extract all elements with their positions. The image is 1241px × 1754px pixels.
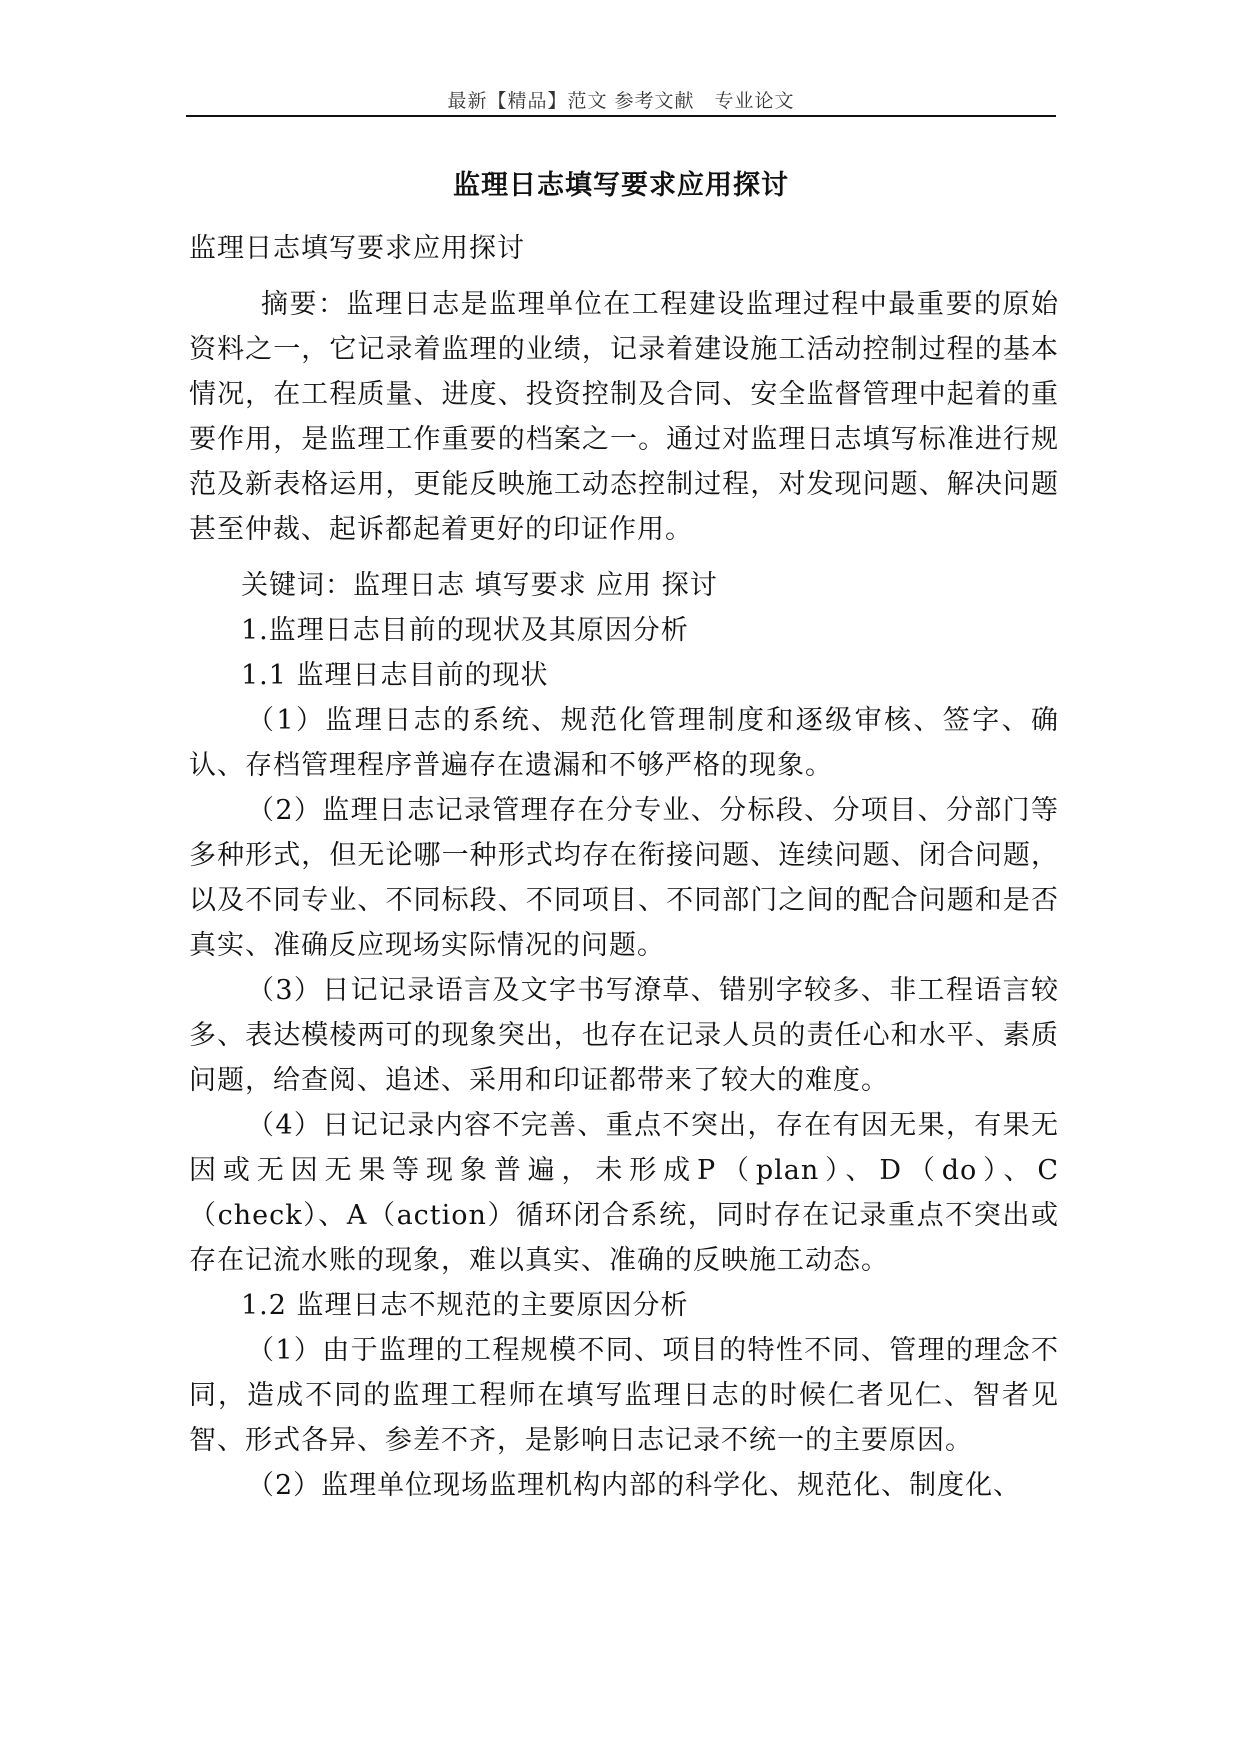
list-item: （2）监理单位现场监理机构内部的科学化、规范化、制度化、: [247, 1470, 1022, 1501]
section-heading-1-1: 1.1 监理日志目前的现状: [241, 660, 549, 691]
list-item: （4）日记记录内容不完善、重点不突出，存在有因无果，有果无因或无因无果等现象普遍，未形成P（plan）、D（do）、C（check）、A（action）循环闭合系统，同时存在记录重点不突出或存在记流水账的现象，难以真实、准确的反映施工动态。: [189, 1110, 1059, 1276]
list-item: （2）监理日志记录管理存在分专业、分标段、分项目、分部门等多种形式，但无论哪一种形式均存在衔接问题、连续问题、闭合问题，以及不同专业、不同标段、不同项目、不同部门之间的配合问题和是否真实、准确反应现场实际情况的问题。: [189, 795, 1059, 961]
document-title: 监理日志填写要求应用探讨: [453, 170, 789, 201]
keywords: 关键词：监理日志 填写要求 应用 探讨: [241, 570, 718, 601]
list-item: （1）监理日志的系统、规范化管理制度和逐级审核、签字、确认、存档管理程序普遍存在遗漏和不够严格的现象。: [189, 705, 1059, 781]
abstract-paragraph: 摘要：监理日志是监理单位在工程建设监理过程中最重要的原始资料之一，它记录着监理的业绩，记录着建设施工活动控制过程的基本情况，在工程质量、进度、投资控制及合同、安全监督管理中起着的重要作用，是监理工作重要的档案之一。通过对监理日志填写标准进行规范及新表格运用，更能反映施工动态控制过程，对发现问题、解决问题甚至仲裁、起诉都起着更好的印证作用。: [189, 289, 1059, 545]
list-item: （3）日记记录语言及文字书写潦草、错别字较多、非工程语言较多、表达模棱两可的现象突出，也存在记录人员的责任心和水平、素质问题，给查阅、追述、采用和印证都带来了较大的难度。: [189, 975, 1059, 1096]
section-heading-1: 1.监理日志目前的现状及其原因分析: [241, 615, 689, 646]
list-item: （1）由于监理的工程规模不同、项目的特性不同、管理的理念不同，造成不同的监理工程师在填写监理日志的时候仁者见仁、智者见智、形式各异、参差不齐，是影响日志记录不统一的主要原因。: [189, 1335, 1059, 1456]
document-subtitle: 监理日志填写要求应用探讨: [189, 233, 525, 264]
section-heading-1-2: 1.2 监理日志不规范的主要原因分析: [241, 1290, 689, 1321]
header-divider: [186, 115, 1056, 117]
page-header: 最新【精品】范文 参考文献 专业论文: [447, 90, 795, 112]
